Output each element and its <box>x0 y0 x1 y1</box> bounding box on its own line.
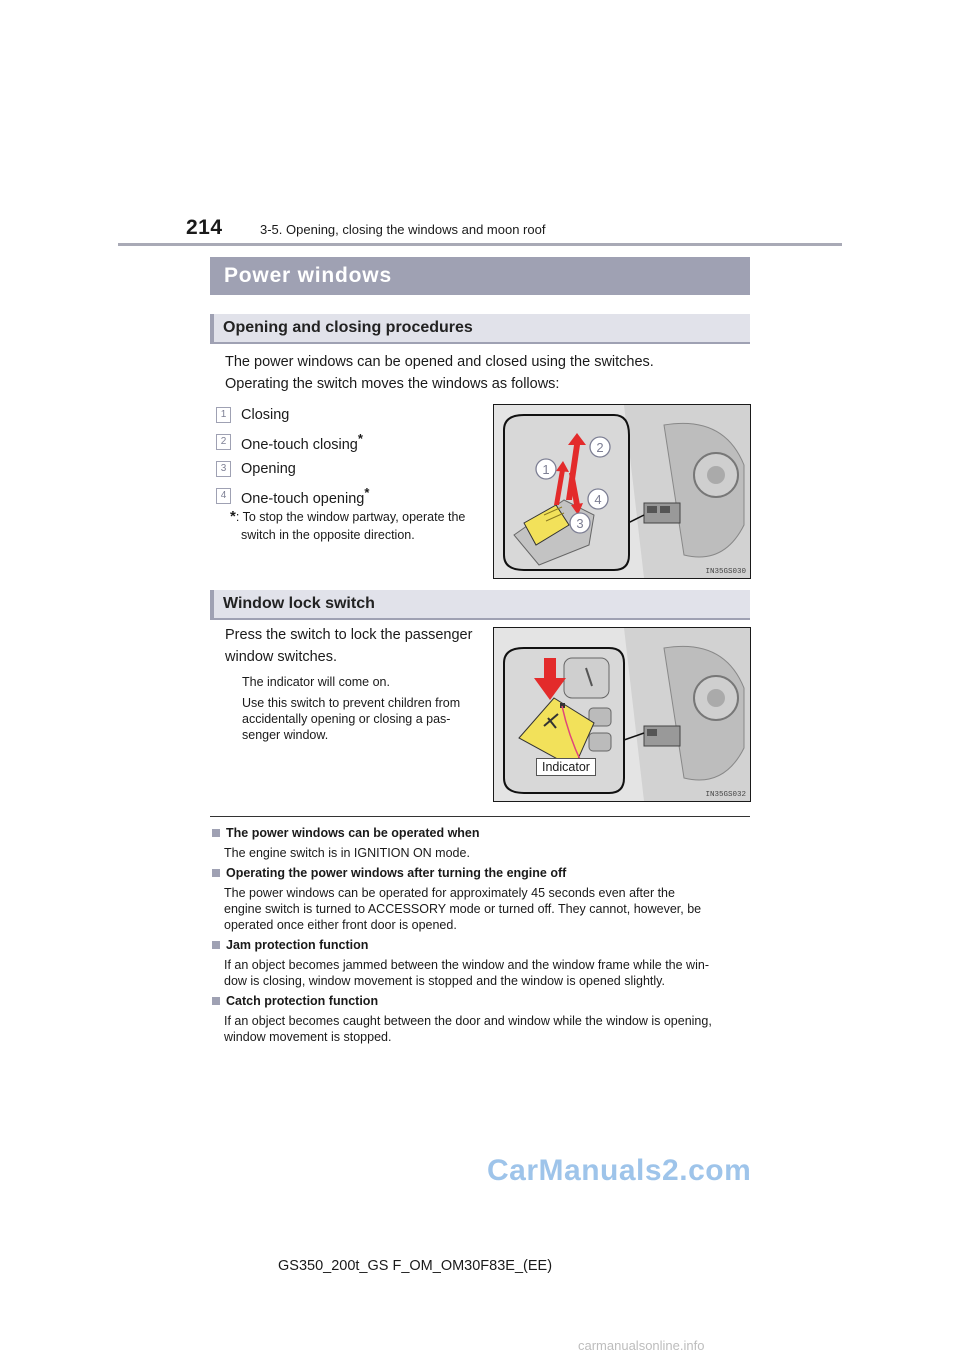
note-line: window movement is stopped. <box>224 1030 392 1044</box>
callout-3: 3 <box>576 516 584 531</box>
sub-line-4: senger window. <box>242 728 329 742</box>
note-body <box>212 845 746 861</box>
step-label: Opening <box>241 460 296 477</box>
subheading-text: Window lock switch <box>223 595 375 612</box>
step-number: 2 <box>216 434 231 450</box>
note-title: Operating the power windows after turning the engine off <box>226 866 567 880</box>
note-item <box>212 994 746 1045</box>
sub-line-1: The indicator will come on. <box>242 675 390 689</box>
figure-code: IN35GS030 <box>705 568 746 576</box>
step-label: One-touch opening <box>241 490 365 507</box>
note-item <box>212 826 746 861</box>
square-bullet-icon <box>212 829 220 837</box>
header-rule <box>118 243 842 246</box>
square-bullet-icon <box>212 941 220 949</box>
notes <box>212 826 746 1045</box>
step-label: One-touch closing <box>241 436 358 453</box>
intro-line-1: The power windows can be opened and closed using the switches. <box>225 354 654 370</box>
square-bullet-icon <box>212 869 220 877</box>
indicator-label: Indicator <box>536 758 596 776</box>
note-item <box>212 938 746 989</box>
step-number: 4 <box>216 488 231 504</box>
footer-code: GS350_200t_GS F_OM_OM30F83E_(EE) <box>278 1258 553 1274</box>
note-title: Catch protection function <box>226 994 379 1008</box>
note-line: If an object becomes jammed between the window and the window frame while the win- <box>224 958 709 972</box>
footnote-star: * <box>364 484 370 500</box>
note-line: If an object becomes caught between the door and window while the window is opening, <box>224 1014 712 1028</box>
figure-window-switch <box>493 404 751 579</box>
figure-code: IN35GS032 <box>705 791 746 799</box>
text-line-2: window switches. <box>225 649 338 665</box>
note-title: Jam protection function <box>226 938 369 952</box>
note-line: The engine switch is in IGNITION ON mode. <box>224 846 470 860</box>
window-lock-illustration <box>494 628 750 801</box>
note-line: operated once either front door is opened. <box>224 918 457 932</box>
square-bullet-icon <box>212 997 220 1005</box>
footnote-star: * <box>357 430 363 446</box>
note-body <box>212 885 746 933</box>
note-title: The power windows can be operated when <box>226 826 480 840</box>
callout-4: 4 <box>594 492 602 507</box>
bottom-watermark: carmanualsonline.info <box>578 1338 705 1353</box>
window-lock-subtext <box>242 674 482 743</box>
page-number: 214 <box>186 216 223 239</box>
footnote-mark: * <box>230 508 236 525</box>
step-number: 3 <box>216 461 231 477</box>
note-body <box>212 1013 746 1045</box>
subheading-opening-closing <box>210 314 750 344</box>
section-title-text: Power windows <box>224 264 392 287</box>
section-title <box>210 257 750 295</box>
chapter-title: 3-5. Opening, closing the windows and moon roof <box>260 222 546 237</box>
callout-1: 1 <box>542 462 550 477</box>
step-number: 1 <box>216 407 231 423</box>
callout-2: 2 <box>596 440 604 455</box>
window-switch-illustration <box>494 405 750 578</box>
step-item <box>216 428 369 455</box>
footnote <box>230 509 488 543</box>
note-line: The power windows can be operated for approximately 45 seconds even after the <box>224 886 675 900</box>
footnote-line-1: : To stop the window partway, operate the <box>235 510 466 524</box>
note-line: engine switch is turned to ACCESSORY mode or turned off. They cannot, however, be <box>224 902 702 916</box>
intro-line-2: Operating the switch moves the windows as follows: <box>225 376 560 392</box>
footnote-line-2: switch in the opposite direction. <box>241 528 415 542</box>
note-item <box>212 866 746 933</box>
notes-divider <box>210 816 750 817</box>
note-line: dow is closing, window movement is stopped and the window is opened slightly. <box>224 974 665 988</box>
text-line-1: Press the switch to lock the passenger <box>225 627 473 643</box>
sub-line-3: accidentally opening or closing a pas- <box>242 712 451 726</box>
step-label: Closing <box>241 406 290 423</box>
subheading-window-lock <box>210 590 750 620</box>
watermark: CarManuals2.com <box>487 1154 752 1187</box>
step-item <box>216 482 369 509</box>
window-lock-text <box>225 624 483 668</box>
subheading-text: Opening and closing procedures <box>223 319 473 336</box>
step-item <box>216 401 369 428</box>
step-list <box>216 401 369 509</box>
figure-window-lock <box>493 627 751 802</box>
step-item <box>216 455 369 482</box>
sub-line-2: Use this switch to prevent children from <box>242 696 461 710</box>
note-body <box>212 957 746 989</box>
